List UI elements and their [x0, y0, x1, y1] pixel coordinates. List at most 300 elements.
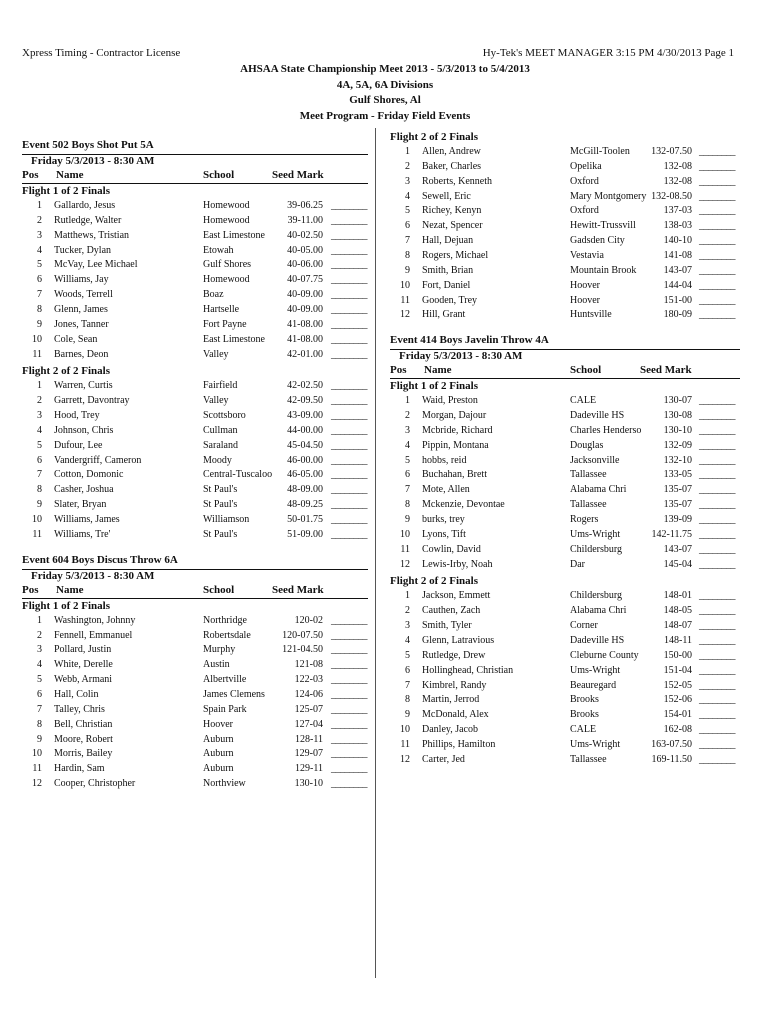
entry-result-line[interactable]: ________ [331, 333, 367, 345]
entry-row [390, 395, 740, 410]
entry-pos: 6 [405, 220, 410, 232]
entry-row [22, 395, 368, 410]
entry-row [390, 754, 740, 769]
entry-name: Moore, Robert [54, 733, 113, 745]
entry-row [390, 280, 740, 295]
entry-seed-mark: 148-11 [664, 634, 692, 646]
entry-school: Dar [570, 558, 585, 570]
entry-school: Dadeville HS [570, 634, 625, 646]
entry-row [390, 694, 740, 709]
entry-row [22, 469, 368, 484]
entry-name: Warren, Curtis [54, 380, 113, 392]
entry-pos: 1 [37, 200, 42, 211]
entry-school: Homewood [203, 214, 250, 226]
entry-seed-mark: 42-09.50 [287, 395, 323, 407]
entry-seed-mark: 148-01 [663, 590, 692, 602]
entry-result-line[interactable]: ________ [331, 469, 367, 481]
entry-name: Johnson, Chris [54, 424, 114, 436]
entry-name: Williams, James [54, 514, 120, 525]
entry-school: Boaz [203, 289, 224, 301]
entry-seed-mark: 42-02.50 [287, 380, 323, 392]
entry-school: Brooks [570, 694, 599, 706]
entry-school: Robertsdale [203, 629, 251, 641]
entry-result-line[interactable]: ________ [331, 380, 367, 392]
entry-name: Gooden, Trey [422, 294, 478, 306]
entry-result-line[interactable]: ________ [699, 724, 735, 736]
entry-row [390, 191, 740, 206]
entry-result-line[interactable]: ________ [331, 718, 367, 730]
entry-name: Rogers, Michael [422, 249, 489, 261]
entry-row [22, 349, 368, 364]
entry-name: Cooper, Christopher [54, 778, 136, 790]
entry-school: Douglas [570, 439, 604, 451]
entry-result-line[interactable]: ________ [331, 303, 367, 315]
entry-pos: 8 [405, 694, 410, 706]
entry-row [22, 674, 368, 689]
entry-result-line[interactable]: ________ [699, 146, 735, 157]
entry-name: Cotton, Domonic [54, 469, 124, 481]
entry-row [22, 410, 368, 425]
entry-seed-mark: 132-10 [663, 454, 692, 466]
entry-row [390, 250, 740, 265]
entry-name: Buchahan, Brett [422, 469, 487, 481]
entry-pos: 3 [405, 620, 410, 632]
entry-name: burks, trey [422, 514, 465, 525]
entry-pos: 2 [405, 410, 410, 422]
entry-school: Moody [203, 454, 232, 466]
entry-pos: 9 [37, 499, 42, 511]
entry-result-line[interactable]: ________ [699, 175, 735, 187]
entry-seed-mark: 180-09 [663, 309, 692, 321]
col-header-seed: Seed Mark [640, 364, 692, 377]
col-header-name: Name [424, 364, 452, 377]
entry-pos: 9 [37, 318, 42, 330]
flight-label: Flight 1 of 2 Finals [22, 599, 111, 612]
entry-school: CALE [570, 724, 597, 736]
entry-seed-mark: 48-09.00 [287, 484, 323, 496]
entry-seed-mark: 127-04 [294, 718, 323, 730]
entry-result-line[interactable]: ________ [331, 395, 367, 407]
entry-name: Carter, Jed [422, 753, 465, 765]
entry-name: Garrett, Davontray [54, 395, 130, 407]
entry-result-line[interactable]: ________ [699, 264, 735, 276]
entry-seed-mark: 124-06 [294, 688, 323, 700]
entry-school: Oxford [570, 205, 599, 217]
col-header-school: School [570, 364, 602, 377]
meet-title: AHSAA State Championship Meet 2013 - 5/3/2013 to 5/4/2013 [240, 63, 530, 75]
entry-name: Jones, Tanner [54, 318, 109, 330]
page-header-left: Xpress Timing - Contractor License [22, 47, 181, 59]
entry-pos: 10 [400, 528, 410, 540]
entry-result-line[interactable]: ________ [331, 439, 367, 451]
entry-result-line[interactable]: ________ [699, 279, 735, 291]
entry-pos: 5 [37, 259, 42, 271]
entry-seed-mark: 138-03 [663, 220, 692, 232]
entry-pos: 9 [405, 709, 410, 721]
entry-row [22, 425, 368, 440]
entry-result-line[interactable]: ________ [331, 274, 367, 286]
entry-name: Fort, Daniel [422, 279, 471, 291]
entry-result-line[interactable]: ________ [331, 703, 367, 715]
entry-seed-mark: 154-01 [663, 709, 692, 721]
entry-pos: 7 [37, 289, 42, 301]
entry-result-line[interactable]: ________ [699, 439, 735, 451]
entry-row [390, 484, 740, 499]
entry-row [390, 514, 740, 529]
entry-result-line[interactable]: ________ [331, 614, 367, 626]
entry-school: Beauregard [570, 679, 617, 691]
event-title: Event 502 Boys Shot Put 5A [22, 139, 154, 151]
entry-pos: 2 [405, 605, 410, 617]
entry-result-line[interactable]: ________ [699, 190, 735, 202]
entry-name: Casher, Joshua [54, 484, 114, 496]
entry-name: McVay, Lee Michael [54, 259, 138, 271]
entry-school: Auburn [203, 733, 234, 745]
entry-result-line[interactable]: ________ [331, 659, 367, 671]
entry-school: Charles Henderso [570, 424, 642, 436]
flight-label: Flight 2 of 2 Finals [390, 131, 479, 143]
entry-row [390, 544, 740, 559]
entry-school: Saraland [203, 439, 238, 451]
entry-row [22, 484, 368, 499]
entry-seed-mark: 121-04.50 [282, 644, 323, 656]
entry-school: Ums-Wright [570, 738, 621, 750]
entry-seed-mark: 135-07 [663, 484, 692, 496]
entry-name: Danley, Jacob [422, 724, 478, 736]
entry-pos: 11 [400, 294, 410, 306]
entry-result-line[interactable]: ________ [699, 738, 735, 750]
col-header-pos: Pos [22, 583, 39, 596]
entry-pos: 8 [37, 484, 42, 496]
entry-result-line[interactable]: ________ [331, 454, 367, 466]
entry-row [390, 220, 740, 235]
entry-result-line[interactable]: ________ [699, 484, 735, 496]
entry-result-line[interactable]: ________ [699, 679, 735, 691]
entry-result-line[interactable]: ________ [699, 590, 735, 602]
entry-result-line[interactable]: ________ [699, 664, 735, 676]
entry-name: Bell, Christian [54, 718, 113, 730]
entry-result-line[interactable]: ________ [699, 649, 735, 661]
entry-seed-mark: 50-01.75 [287, 514, 323, 525]
entry-row [22, 319, 368, 334]
entry-seed-mark: 151-04 [663, 664, 692, 676]
entry-seed-mark: 133-05 [663, 469, 692, 481]
entry-school: Ums-Wright [570, 528, 621, 540]
entry-row [22, 440, 368, 455]
entry-name: Webb, Armani [54, 674, 113, 686]
entry-row [22, 615, 368, 630]
entry-name: Hardin, Sam [54, 763, 105, 775]
entry-row [22, 274, 368, 289]
entry-school: Austin [203, 659, 230, 671]
event-date: Friday 5/3/2013 - 8:30 AM [31, 569, 155, 582]
entry-seed-mark: 132-09 [663, 439, 692, 451]
entry-school: Hoover [203, 718, 233, 730]
entry-name: Sewell, Eric [422, 190, 471, 202]
entry-school: St Paul's [203, 499, 238, 511]
entry-pos: 5 [405, 205, 410, 217]
entry-result-line[interactable]: ________ [331, 229, 367, 241]
entry-name: Rutledge, Drew [422, 649, 486, 661]
entry-pos: 4 [37, 244, 42, 256]
entry-school: Hartselle [203, 303, 240, 315]
entry-pos: 2 [37, 395, 42, 407]
entry-name: Baker, Charles [422, 160, 482, 172]
entry-result-line[interactable]: ________ [699, 235, 735, 247]
entry-seed-mark: 41-08.00 [287, 333, 323, 345]
entry-row [390, 469, 740, 484]
entry-school: Jacksonville [570, 454, 620, 466]
entry-result-line[interactable]: ________ [331, 289, 367, 301]
entry-pos: 3 [405, 175, 410, 187]
entry-row [390, 146, 740, 161]
entry-name: Mcbride, Richard [422, 424, 493, 436]
entry-pos: 6 [37, 274, 42, 286]
header-rule [22, 183, 368, 184]
entry-pos: 8 [405, 249, 410, 261]
entry-seed-mark: 152-06 [663, 694, 692, 706]
entry-name: Roberts, Kenneth [422, 175, 492, 187]
entry-row [390, 295, 740, 310]
entry-name: Kimbrel, Randy [422, 679, 487, 691]
entry-school: Childersburg [570, 590, 623, 602]
entry-result-line[interactable]: ________ [331, 499, 367, 511]
entry-pos: 1 [37, 380, 42, 392]
entry-name: Williams, Jay [54, 274, 109, 286]
entry-row [22, 334, 368, 349]
entry-seed-mark: 139-09 [663, 514, 692, 525]
entry-name: Tucker, Dylan [54, 244, 112, 256]
entry-result-line[interactable]: ________ [699, 249, 735, 261]
entry-result-line[interactable]: ________ [331, 214, 367, 226]
entry-result-line[interactable]: ________ [331, 644, 367, 656]
entry-result-line[interactable]: ________ [699, 753, 735, 765]
entry-pos: 12 [400, 309, 410, 321]
entry-result-line[interactable]: ________ [699, 469, 735, 481]
header-rule [22, 598, 368, 599]
entry-row [22, 529, 368, 544]
entry-row [22, 734, 368, 749]
entry-seed-mark: 40-02.50 [287, 229, 323, 241]
entry-pos: 2 [37, 629, 42, 641]
entry-result-line[interactable]: ________ [699, 605, 735, 617]
entry-seed-mark: 140-10 [663, 235, 692, 247]
entry-row [390, 440, 740, 455]
entry-result-line[interactable]: ________ [331, 244, 367, 256]
entry-seed-mark: 46-00.00 [287, 454, 323, 466]
entry-result-line[interactable]: ________ [331, 733, 367, 745]
entry-school: Vestavia [570, 249, 604, 261]
entry-school: Huntsville [570, 309, 612, 321]
entry-school: Valley [203, 395, 229, 407]
entry-name: Lyons, Tift [422, 528, 466, 540]
entry-pos: 10 [32, 748, 42, 760]
entry-name: Gallardo, Jesus [54, 200, 116, 211]
event-date: Friday 5/3/2013 - 8:30 AM [31, 155, 155, 167]
entry-pos: 8 [405, 499, 410, 511]
entry-name: Vandergriff, Cameron [54, 454, 142, 466]
entry-seed-mark: 151-00 [663, 294, 692, 306]
entry-seed-mark: 39-11.00 [287, 214, 323, 226]
entry-result-line[interactable]: ________ [699, 220, 735, 232]
entry-school: Oxford [570, 175, 599, 187]
entry-row [390, 529, 740, 544]
entry-row [22, 763, 368, 778]
entry-school: Homewood [203, 274, 250, 286]
event-title: Event 604 Boys Discus Throw 6A [22, 553, 178, 566]
entry-school: Opelika [570, 160, 602, 172]
entry-result-line[interactable]: ________ [699, 543, 735, 555]
entry-pos: 1 [405, 590, 410, 602]
entry-row [22, 689, 368, 704]
entry-result-line[interactable]: ________ [331, 410, 367, 422]
entry-school: Corner [570, 620, 598, 632]
entry-result-line[interactable]: ________ [699, 499, 735, 511]
entry-pos: 7 [37, 703, 42, 715]
entry-result-line[interactable]: ________ [699, 634, 735, 646]
flight-label: Flight 1 of 2 Finals [390, 380, 479, 393]
entry-name: Williams, Tre' [54, 528, 111, 540]
entry-school: Northridge [203, 614, 247, 626]
entry-result-line[interactable]: ________ [331, 484, 367, 496]
entry-school: Dadeville HS [570, 410, 625, 422]
entry-row [390, 680, 740, 695]
entry-school: St Paul's [203, 528, 238, 540]
entry-pos: 12 [400, 753, 410, 765]
entry-result-line[interactable]: ________ [699, 558, 735, 570]
entry-school: Scottsboro [203, 410, 246, 422]
entry-pos: 9 [37, 733, 42, 745]
entry-result-line[interactable]: ________ [699, 694, 735, 706]
entry-row [390, 309, 740, 324]
entry-school: Mary Montgomery [570, 190, 647, 202]
entry-pos: 7 [37, 469, 42, 481]
meet-title-block [0, 62, 770, 124]
col-header-seed: Seed Mark [272, 583, 324, 596]
entry-seed-mark: 46-05.00 [287, 469, 323, 481]
entry-seed-mark: 43-09.00 [287, 410, 323, 422]
entry-result-line[interactable]: ________ [699, 620, 735, 632]
entry-pos: 10 [400, 724, 410, 736]
entry-row [22, 644, 368, 659]
entry-name: Woods, Terrell [54, 289, 113, 301]
entry-name: Matthews, Tristian [54, 229, 130, 241]
entry-seed-mark: 143-07 [663, 543, 692, 555]
entry-seed-mark: 132-08.50 [651, 190, 692, 202]
entry-result-line[interactable]: ________ [331, 318, 367, 330]
entry-name: Mckenzie, Devontae [422, 499, 505, 511]
entry-result-line[interactable]: ________ [699, 709, 735, 721]
entry-result-line[interactable]: ________ [331, 200, 367, 211]
col-header-seed: Seed Mark [272, 169, 324, 181]
entry-name: Hollinghead, Christian [422, 664, 514, 676]
entry-school: CALE [570, 395, 597, 407]
entry-row [390, 425, 740, 440]
entry-school: Ums-Wright [570, 664, 621, 676]
entry-row [390, 455, 740, 470]
entry-pos: 4 [405, 190, 410, 202]
entry-row [390, 176, 740, 191]
header-rule [390, 378, 740, 379]
entry-seed-mark: 41-08.00 [287, 318, 323, 330]
entry-seed-mark: 121-08 [294, 659, 323, 671]
entry-seed-mark: 132-08 [663, 175, 692, 187]
page-header-right: Hy-Tek's MEET MANAGER 3:15 PM 4/30/2013 Page 1 [482, 47, 734, 59]
entry-seed-mark: 120-07.50 [282, 629, 323, 641]
entry-school: Auburn [203, 748, 234, 760]
meet-divisions: 4A, 5A, 6A Divisions [336, 78, 434, 91]
entry-school: Alabama Chri [570, 484, 627, 496]
entry-school: Hoover [570, 294, 600, 306]
entry-pos: 1 [37, 614, 42, 626]
entry-row [22, 200, 368, 215]
entry-seed-mark: 162-08 [663, 724, 692, 736]
entry-result-line[interactable]: ________ [331, 259, 367, 271]
entry-name: Cauthen, Zach [422, 605, 481, 617]
entry-row [390, 205, 740, 220]
entry-name: Lewis-Irby, Noah [422, 558, 493, 570]
entry-row [22, 499, 368, 514]
entry-school: Cullman [203, 424, 238, 436]
entry-result-line[interactable]: ________ [699, 294, 735, 306]
entry-result-line[interactable]: ________ [331, 629, 367, 641]
entry-school: Hewitt-Trussvill [570, 220, 636, 232]
entry-result-line[interactable]: ________ [699, 454, 735, 466]
entry-result-line[interactable]: ________ [331, 748, 367, 760]
entry-pos: 10 [400, 279, 410, 291]
entry-seed-mark: 128-11 [295, 733, 323, 745]
entry-row [390, 620, 740, 635]
entry-name: Mote, Allen [422, 484, 470, 496]
entry-name: hobbs, reid [422, 454, 467, 466]
entry-name: Washington, Johnny [54, 614, 136, 626]
entry-result-line[interactable]: ________ [699, 424, 735, 436]
entry-seed-mark: 130-07 [663, 395, 692, 407]
entry-pos: 8 [37, 718, 42, 730]
entry-result-line[interactable]: ________ [699, 528, 735, 540]
entry-result-line[interactable]: ________ [331, 688, 367, 700]
entry-seed-mark: 130-10 [294, 778, 323, 790]
entry-row [390, 410, 740, 425]
entry-row [390, 605, 740, 620]
entry-result-line[interactable]: ________ [331, 348, 367, 360]
entry-name: Phillips, Hamilton [422, 738, 496, 750]
entry-result-line[interactable]: ________ [331, 528, 367, 540]
entry-school: Fairfield [203, 380, 238, 392]
entry-name: Martin, Jerrod [422, 694, 480, 706]
entry-result-line[interactable]: ________ [331, 763, 367, 775]
entry-result-line[interactable]: ________ [331, 514, 367, 525]
entry-result-line[interactable]: ________ [331, 674, 367, 686]
entry-result-line[interactable]: ________ [331, 778, 367, 790]
entry-result-line[interactable]: ________ [699, 309, 735, 321]
entry-result-line[interactable]: ________ [699, 205, 735, 217]
entry-school: Fort Payne [203, 318, 247, 330]
entry-row [390, 559, 740, 574]
entry-pos: 3 [405, 424, 410, 436]
entry-result-line[interactable]: ________ [699, 410, 735, 422]
entry-pos: 2 [405, 160, 410, 172]
entry-result-line[interactable]: ________ [331, 424, 367, 436]
entry-school: Tallassee [570, 469, 607, 481]
entry-seed-mark: 141-08 [663, 249, 692, 261]
entry-pos: 5 [405, 649, 410, 661]
entry-name: Glenn, James [54, 303, 108, 315]
entry-result-line[interactable]: ________ [699, 395, 735, 407]
entry-pos: 7 [405, 679, 410, 691]
entry-result-line[interactable]: ________ [699, 514, 735, 525]
entry-result-line[interactable]: ________ [699, 160, 735, 172]
